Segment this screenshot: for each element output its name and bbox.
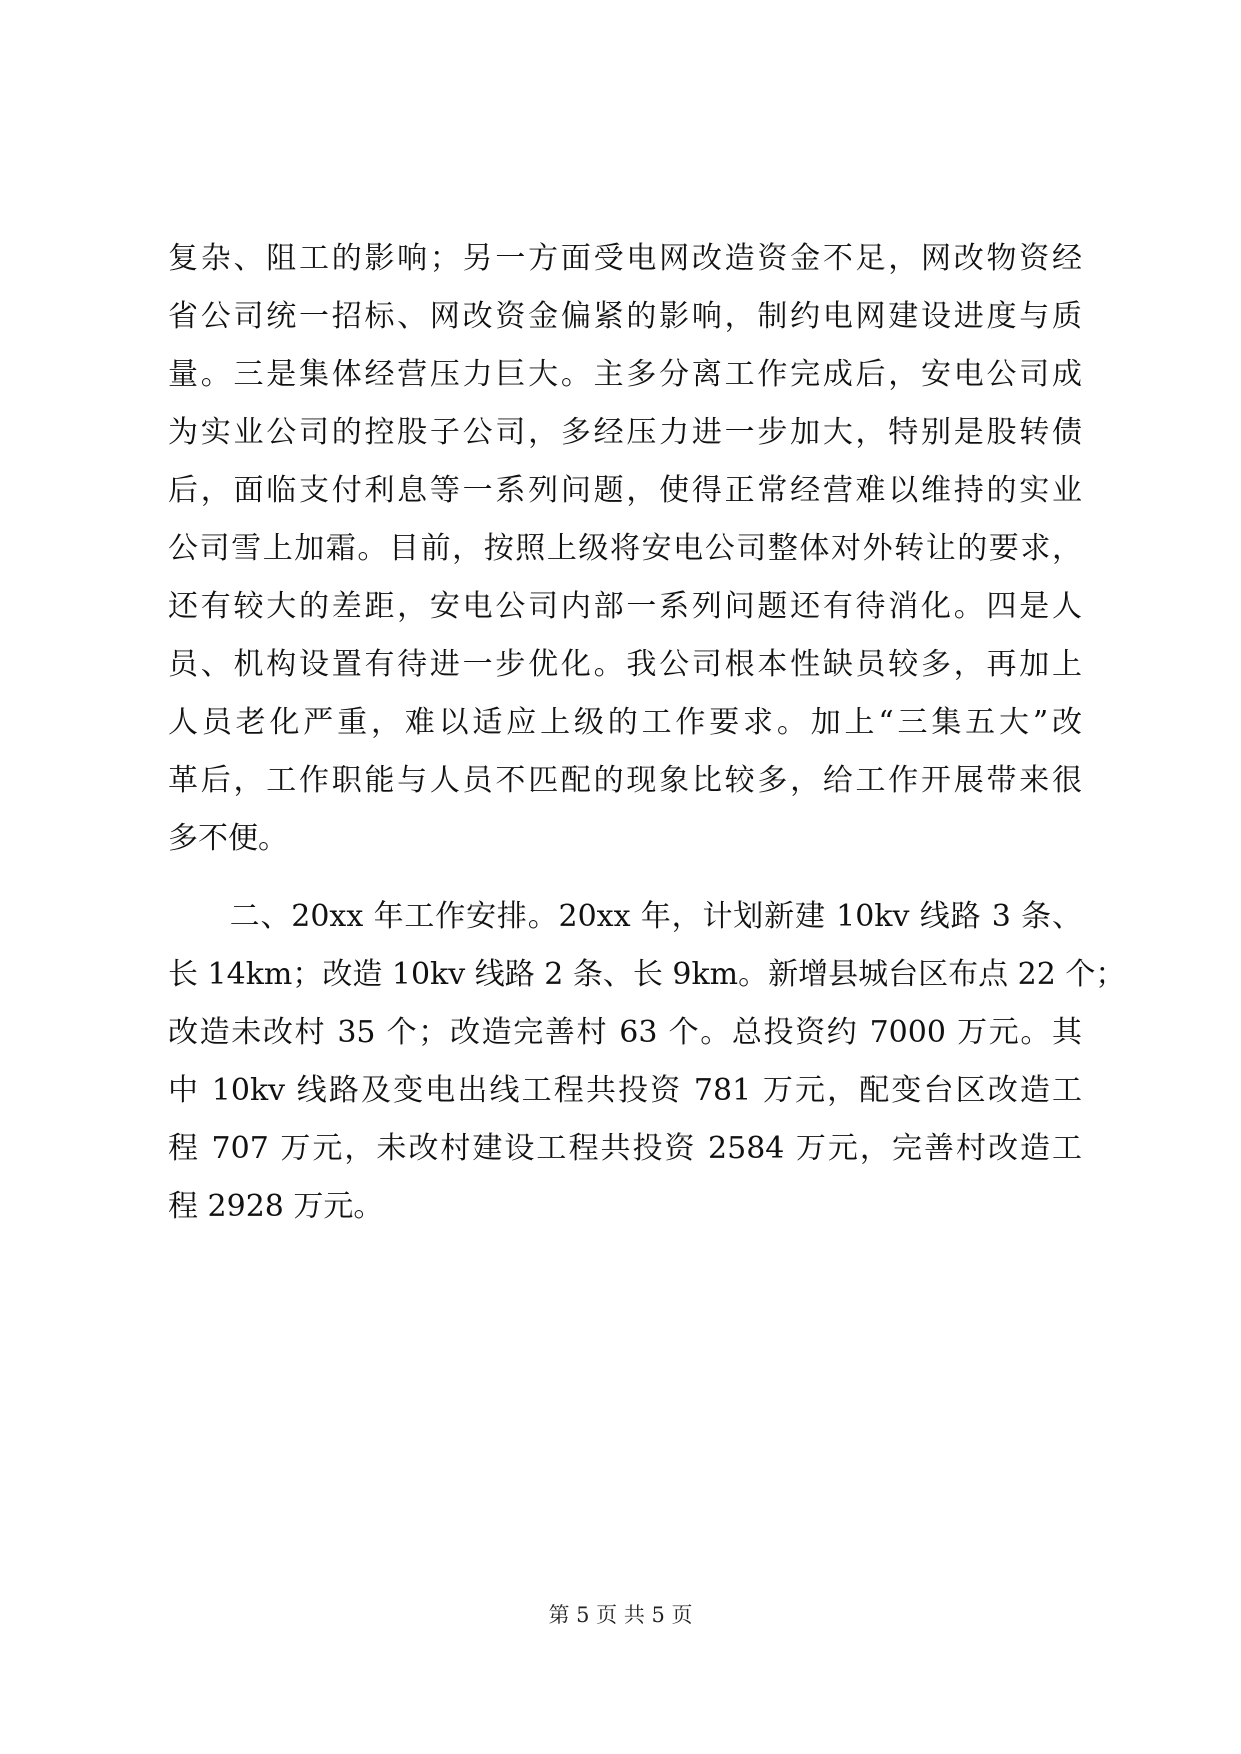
text-line: 程 2928 万元。 bbox=[168, 1189, 384, 1224]
paragraph-1 bbox=[168, 230, 1082, 868]
paragraph-2 bbox=[168, 888, 1126, 1236]
page-number-footer: 第 5 页 共 5 页 bbox=[548, 1603, 693, 1627]
text-line: 复杂、阻工的影响；另一方面受电网改造资金不足，网改物资经 bbox=[168, 241, 1082, 276]
text-line: 二、20xx 年工作安排。20xx 年，计划新建 10kv 线路 3 条、 bbox=[168, 899, 1082, 934]
text-line: 为实业公司的控股子公司，多经压力进一步加大，特别是股转债 bbox=[168, 415, 1082, 450]
text-line: 中 10kv 线路及变电出线工程共投资 781 万元，配变台区改造工 bbox=[168, 1073, 1082, 1108]
text-line: 员、机构设置有待进一步优化。我公司根本性缺员较多，再加上 bbox=[168, 647, 1082, 682]
text-line: 改造未改村 35 个；改造完善村 63 个。总投资约 7000 万元。其 bbox=[168, 1015, 1082, 1050]
paragraph-gap bbox=[168, 868, 1082, 888]
text-line: 程 707 万元，未改村建设工程共投资 2584 万元，完善村改造工 bbox=[168, 1131, 1082, 1166]
text-line: 量。三是集体经营压力巨大。主多分离工作完成后，安电公司成 bbox=[168, 357, 1082, 392]
document-body bbox=[168, 230, 1126, 1236]
text-line: 后，面临支付利息等一系列问题，使得正常经营难以维持的实业 bbox=[168, 473, 1082, 508]
text-line: 革后，工作职能与人员不匹配的现象比较多，给工作开展带来很 bbox=[168, 763, 1082, 798]
text-line: 省公司统一招标、网改资金偏紧的影响，制约电网建设进度与质 bbox=[168, 299, 1082, 334]
text-line: 长 14km；改造 10kv 线路 2 条、长 9km。新增县城台区布点 22 个； bbox=[168, 957, 1126, 992]
text-line: 公司雪上加霜。目前，按照上级将安电公司整体对外转让的要求， bbox=[168, 531, 1082, 566]
text-line: 还有较大的差距，安电公司内部一系列问题还有待消化。四是人 bbox=[168, 589, 1082, 624]
text-line: 人员老化严重，难以适应上级的工作要求。加上“三集五大”改 bbox=[168, 705, 1082, 740]
text-line: 多不便。 bbox=[168, 821, 288, 856]
